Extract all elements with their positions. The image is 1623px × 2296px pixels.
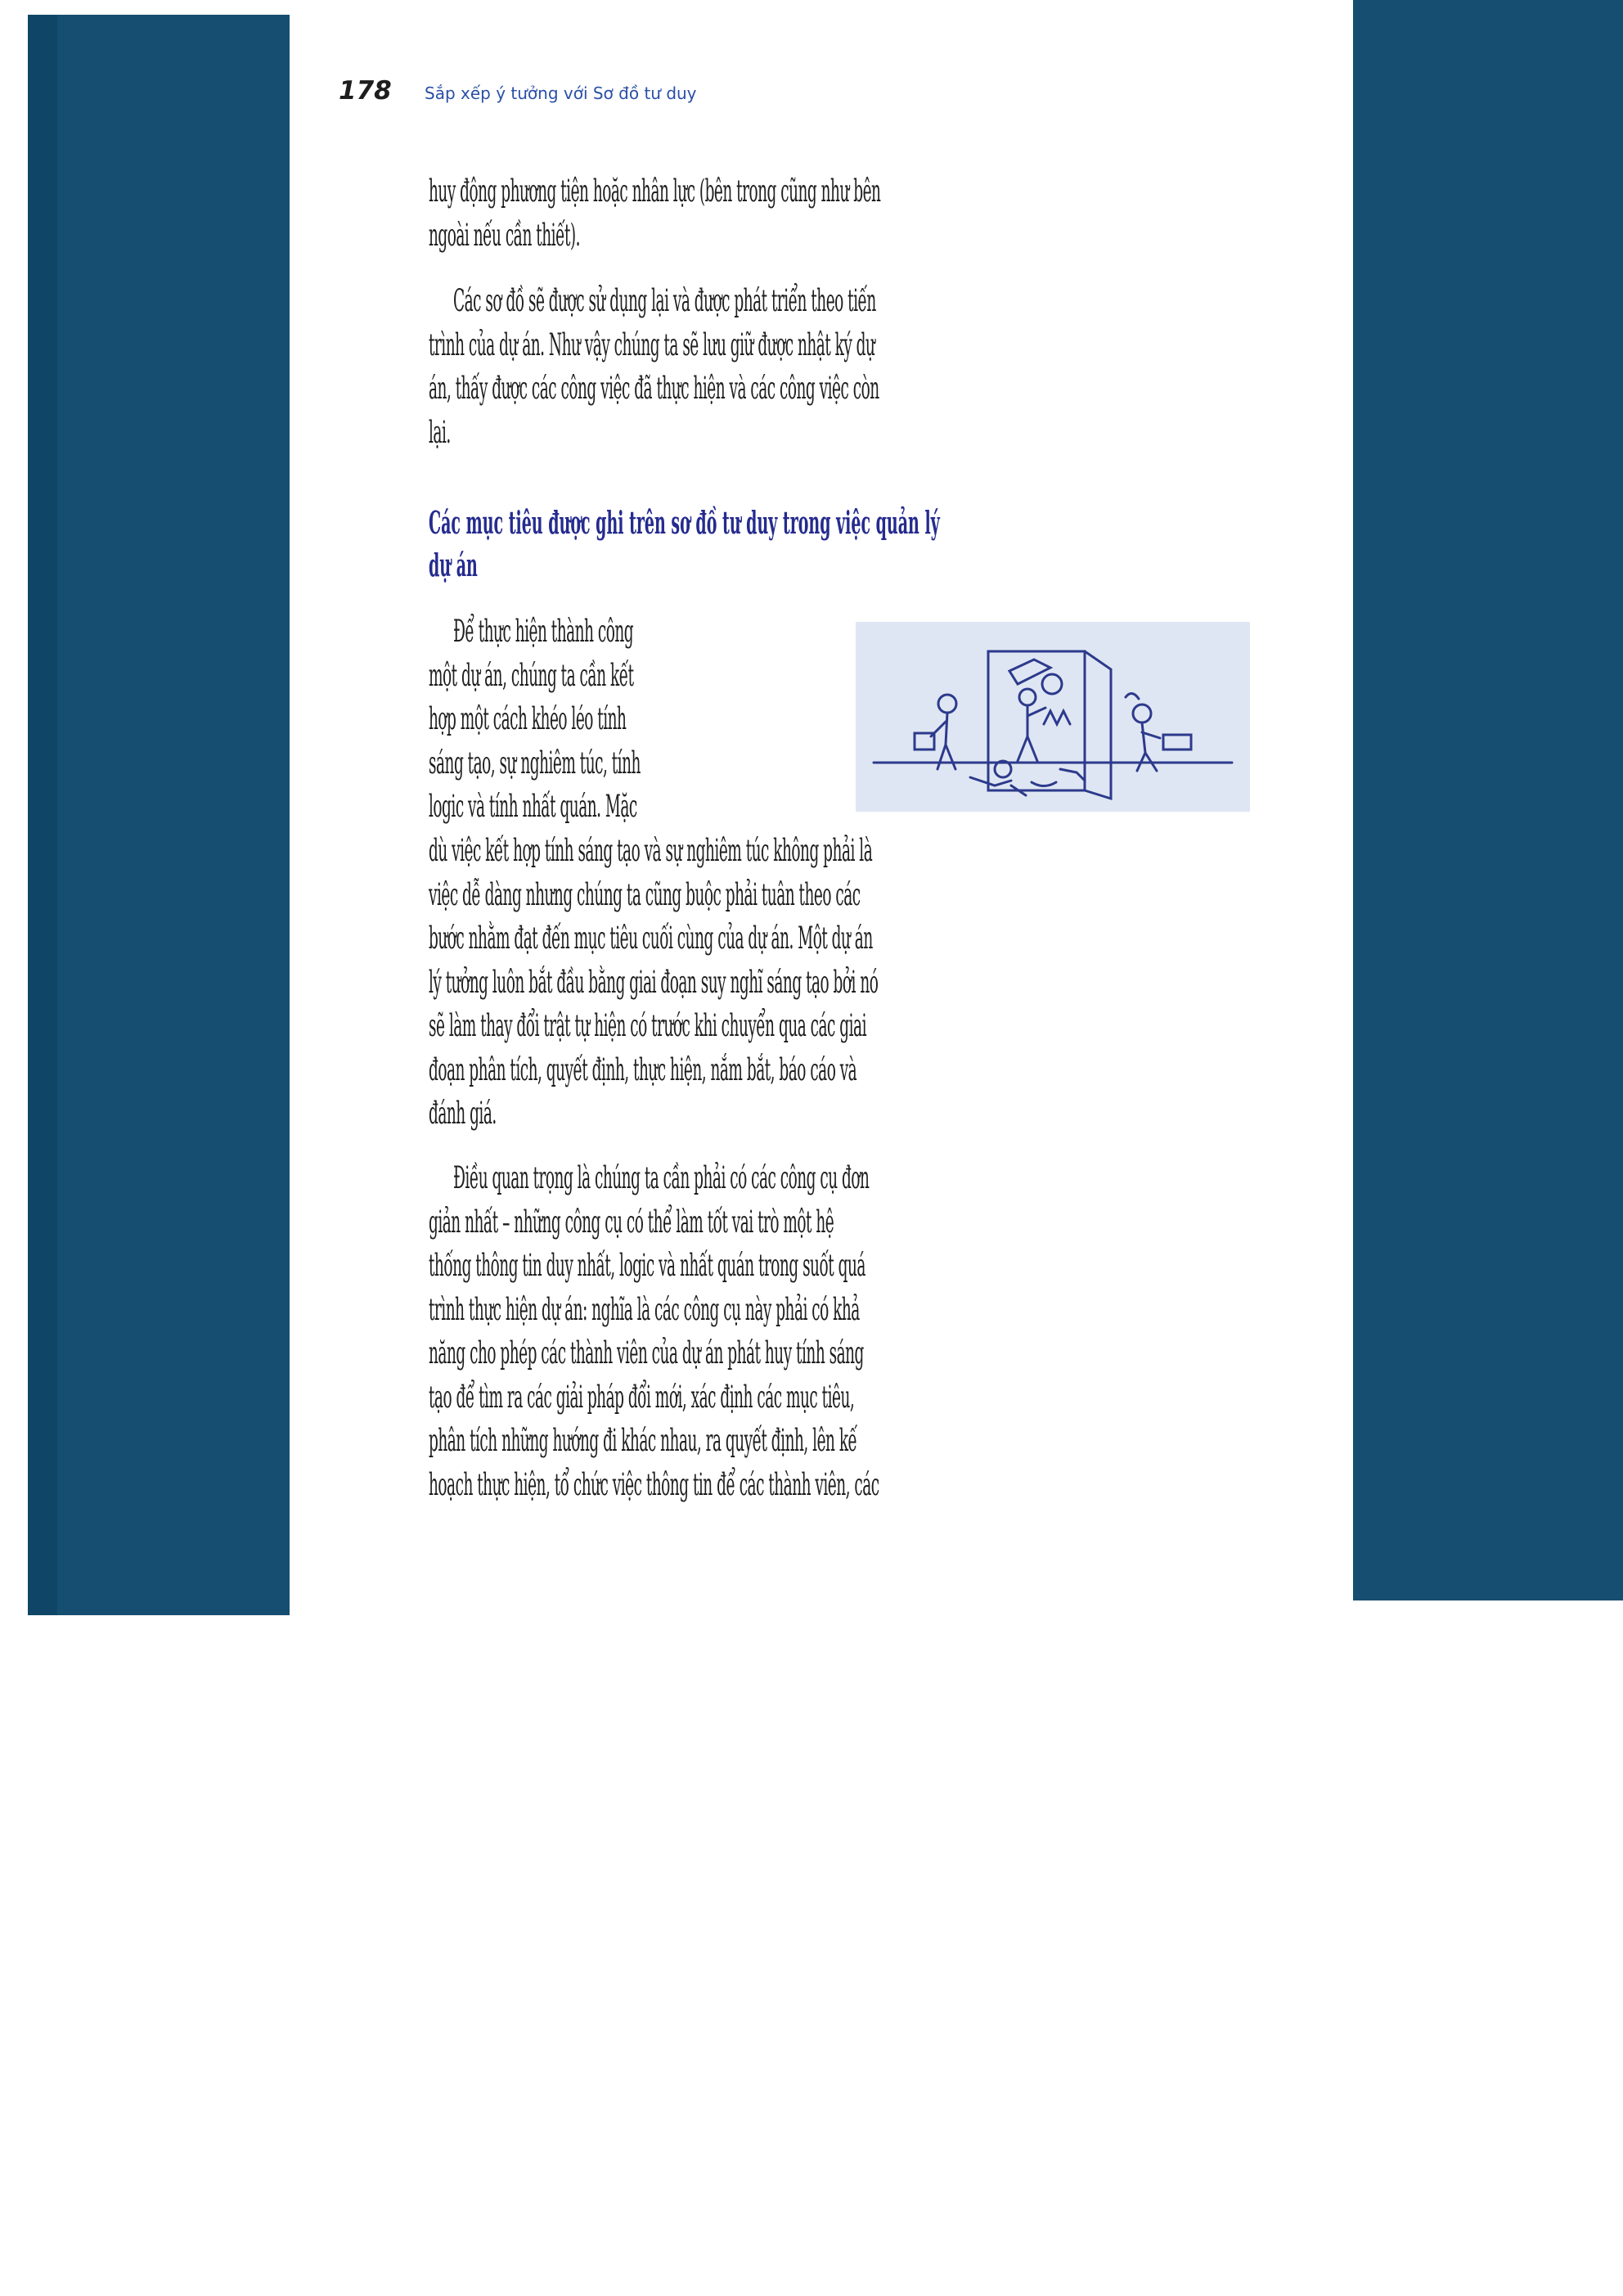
text-line: Các sơ đồ sẽ được sử dụng lại và được phát triển theo tiến (453, 283, 876, 318)
paragraph-1 (429, 169, 964, 257)
text-line: phân tích những hướng đi khác nhau, ra quyết định, lên kế (429, 1423, 857, 1458)
text-line: thống thông tin duy nhất, logic và nhất quán trong suốt quá (429, 1248, 865, 1283)
text-line: tạo để tìm ra các giải pháp đổi mới, xác định các mục tiêu, (429, 1379, 855, 1415)
text-line: Để thực hiện thành công (453, 614, 634, 649)
section-heading (429, 502, 960, 587)
text-line: đánh giá. (429, 1096, 497, 1131)
text-line: hoạch thực hiện, tổ chức việc thông tin để các thành viên, các (429, 1466, 879, 1502)
text-line: logic và tính nhất quán. Mặc (429, 789, 637, 824)
heading-line: Các mục tiêu được ghi trên sơ đồ tư duy trong việc quản lý (429, 504, 940, 541)
page-number: 178 (339, 76, 392, 106)
text-line: giản nhất – những công cụ có thể làm tốt vai trò một hệ (429, 1204, 834, 1240)
paragraph-3 (429, 829, 964, 1136)
text-line: án, thấy được các công việc đã thực hiện và các công việc còn (429, 371, 879, 406)
text-line: sáng tạo, sự nghiêm túc, tính (429, 745, 641, 781)
text-line: bước nhằm đạt đến mục tiêu cuối cùng của dự án. Một dự án (429, 921, 873, 956)
text-line: trình của dự án. Như vậy chúng ta sẽ lưu giữ được nhật ký dự (429, 326, 875, 362)
door-illustration-icon (856, 622, 1250, 812)
paragraph-2 (429, 279, 964, 454)
text-line: việc dễ dàng nhưng chúng ta cũng buộc phải tuân theo các (429, 876, 861, 912)
text-line: Điều quan trọng là chúng ta cần phải có các công cụ đơn (453, 1160, 870, 1195)
text-line: một dự án, chúng ta cần kết (429, 657, 634, 693)
text-line: năng cho phép các thành viên của dự án phát huy tính sáng (429, 1335, 864, 1371)
text-line: huy động phương tiện hoặc nhân lực (bên trong cũng như bên (429, 173, 881, 209)
left-dark-band (28, 15, 290, 1615)
text-line: lý tưởng luôn bắt đầu bằng giai đoạn suy nghĩ sáng tạo bởi nó (429, 964, 879, 1000)
text-line: đoạn phân tích, quyết định, thực hiện, nắm bắt, báo cáo và (429, 1051, 857, 1087)
book-page (290, 0, 1353, 1608)
paragraph-3-wrapped (429, 610, 854, 829)
right-dark-band (1353, 0, 1623, 1600)
text-line: hợp một cách khéo léo tính (429, 701, 627, 736)
heading-line: dự án (429, 547, 478, 583)
text-line: lại. (429, 414, 451, 450)
door-illustration (856, 622, 1250, 812)
left-band-shade (28, 15, 57, 1615)
text-line: dù việc kết hợp tính sáng tạo và sự nghiêm túc không phải là (429, 833, 873, 868)
text-line: trình thực hiện dự án: nghĩa là các công cụ này phải có khả (429, 1291, 860, 1327)
text-line: ngoài nếu cần thiết). (429, 217, 580, 253)
paragraph-4 (429, 1156, 964, 1506)
running-title: Sắp xếp ý tưởng với Sơ đồ tư duy (425, 83, 697, 103)
text-line: sẽ làm thay đổi trật tự hiện có trước khi chuyển qua các giai (429, 1008, 866, 1043)
